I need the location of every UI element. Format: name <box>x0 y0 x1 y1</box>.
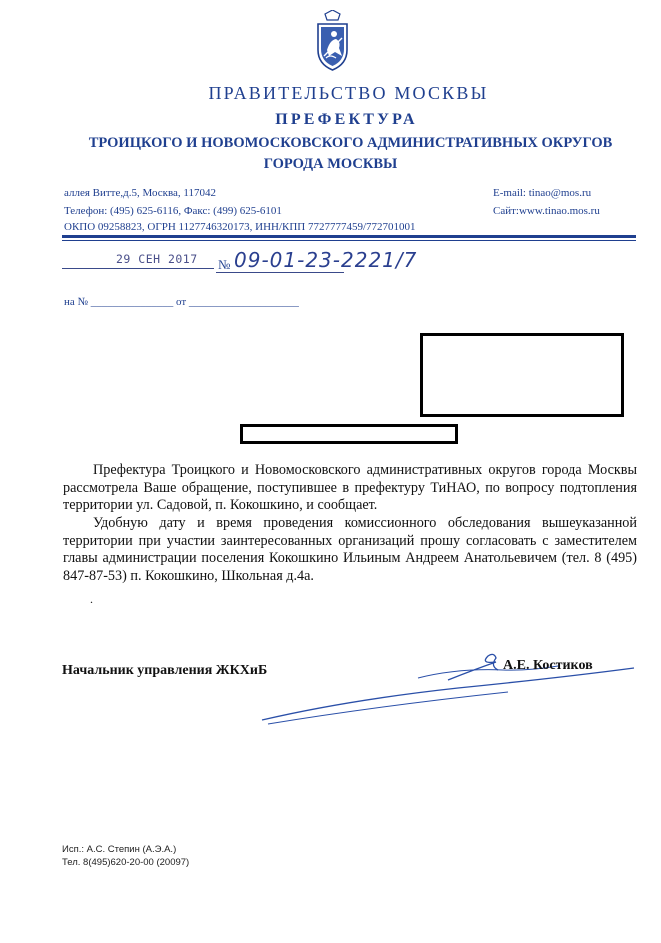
city-title: ГОРОДА МОСКВЫ <box>263 156 398 172</box>
stray-dot: . <box>90 592 93 606</box>
redacted-addressee-block <box>420 333 624 417</box>
prefektura-title: ПРЕФЕКТУРА <box>275 111 418 128</box>
registration-number: 09-01-23-2221/7 <box>234 248 418 272</box>
executor-person: Исп.: А.С. Степин (А.Э.А.) <box>62 844 177 855</box>
registration-date-stamp: 29 СЕН 2017 <box>116 252 198 266</box>
registry-codes-line: ОКПО 09258823, ОГРН 1127746320173, ИНН/КПП 7727777459/772701001 <box>64 221 416 233</box>
website-line: Сайт:www.tinao.mos.ru <box>493 205 600 217</box>
okrug-title: ТРОИЦКОГО И НОВОМОСКОВСКОГО АДМИНИСТРАТИВНЫХ ОКРУГОВ <box>88 135 613 151</box>
email-line: E-mail: tinao@mos.ru <box>493 187 592 199</box>
number-label: № <box>218 257 231 272</box>
phone-fax-line: Телефон: (495) 625-6116, Факс: (499) 625-6101 <box>64 205 282 217</box>
reference-row: на № _______________ от ____________________ <box>64 296 299 308</box>
address-line: аллея Витте,д.5, Москва, 117042 <box>64 187 216 199</box>
signer-position: Начальник управления ЖКХиБ <box>62 663 268 678</box>
number-underline <box>216 272 344 273</box>
redacted-salutation <box>240 424 458 444</box>
signer-name: А.Е. Костиков <box>503 658 593 673</box>
body-paragraph-1: Префектура Троицкого и Новомосковского административных округов города Москвы рассмотрела Ваше обращение, поступившее в префектуру ТиНАО, по вопросу подтопления территории ул. Садовой, п. Кокошкино, и сообщает. <box>63 462 637 514</box>
executor-phone: Тел. 8(495)620-20-00 (20097) <box>62 857 190 868</box>
government-title: ПРАВИТЕЛЬСТВО МОСКВЫ <box>208 83 489 103</box>
moscow-coat-of-arms-icon <box>316 10 349 72</box>
date-underline <box>62 268 214 269</box>
body-paragraph-2: Удобную дату и время проведения комиссионного обследования вышеуказанной территории при участии заинтересованных организаций прошу согласовать с заместителем главы администрации поселения Кокошкино Ильиным Андреем Анатольевичем (тел. 8 (495) 847-87-53) п. Кокошкино, Школьная д.4а. <box>63 515 637 584</box>
letterhead-divider-thick <box>62 235 636 238</box>
letterhead-divider-thin <box>62 240 636 241</box>
